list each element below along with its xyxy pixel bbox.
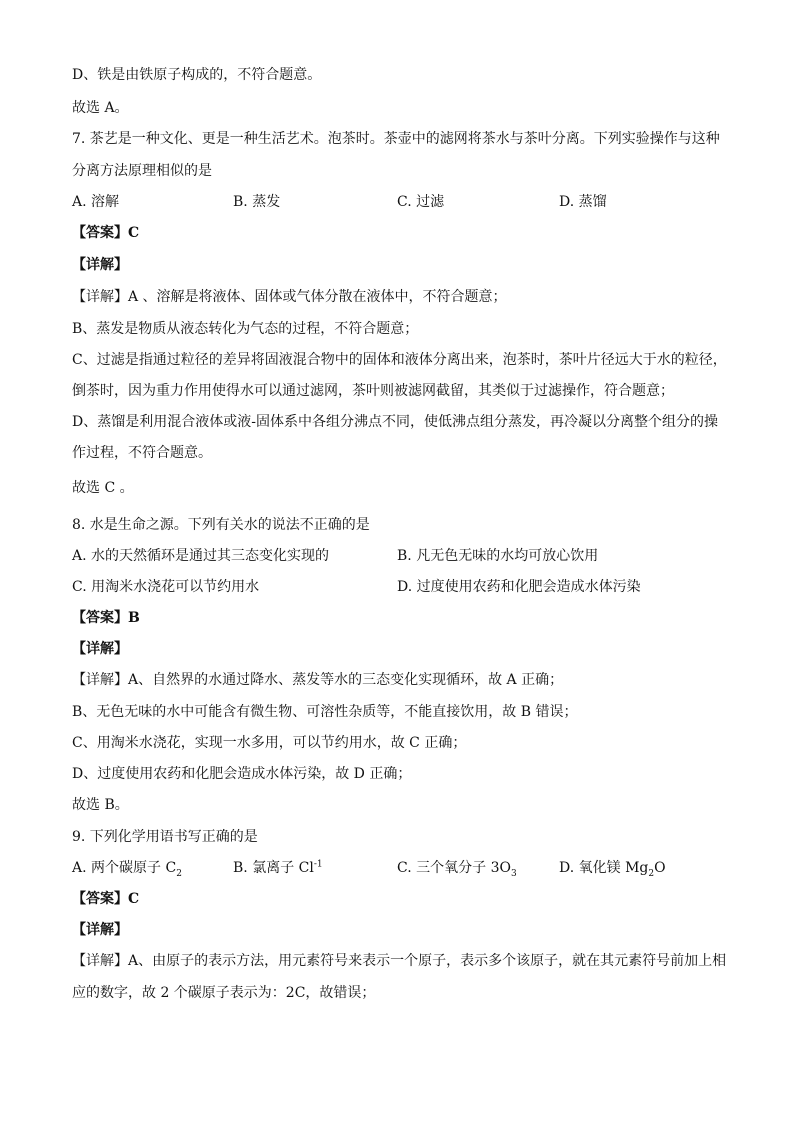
q9-option-d-subscript: 2 (648, 868, 655, 879)
q7-detail-c-cont: 倒茶时，因为重力作用使得水可以通过滤网，茶叶则被滤网截留，其类似于过滤操作，符合题意； (72, 383, 674, 399)
q8-detail-b: B、无色无味的水中可能含有微生物、可溶性杂质等，不能直接饮用，故 B 错误； (72, 704, 578, 720)
question-9-stem: 9. 下列化学用语书写正确的是 (72, 829, 258, 845)
q7-detail-heading: 【详解】 (72, 257, 128, 273)
question-7-stem: 7. 茶艺是一种文化、更是一种生活艺术。泡茶时。茶壶中的滤网将茶水与茶叶分离。下列实验操作与这种 (72, 131, 720, 147)
q7-option-a: A. 溶解 (72, 194, 120, 210)
q8-option-b: B. 凡无色无味的水均可放心饮用 (397, 548, 599, 564)
q9-option-d-text: D. 氧化镁 Mg (559, 860, 649, 876)
q9-option-b-text: B. 氯离子 Cl (233, 860, 314, 876)
q7-option-b: B. 蒸发 (233, 194, 281, 210)
answer-line: D、铁是由铁原子构成的，不符合题意。 (72, 67, 322, 83)
q9-option-a-text: A. 两个碳原子 C (72, 860, 177, 876)
q9-detail-heading: 【详解】 (72, 922, 128, 938)
q7-option-c: C. 过滤 (397, 194, 445, 210)
q8-choice: 故选 B。 (72, 797, 129, 813)
q9-detail-a: 【详解】A、由原子的表示方法，用元素符号来表示一个原子，表示多个该原子，就在其元素符号前加上相 (72, 953, 727, 969)
q8-detail-c: C、用淘米水浇花，实现一水多用，可以节约用水，故 C 正确； (72, 735, 467, 751)
q7-detail-d-cont: 作过程，不符合题意。 (72, 445, 212, 461)
q9-option-a (72, 859, 182, 877)
q9-option-c-text: C. 三个氧分子 3O (397, 860, 511, 876)
q8-detail-d: D、过度使用农药和化肥会造成水体污染，故 D 正确； (72, 766, 412, 782)
q7-detail-a: 【详解】A 、溶解是将液体、固体或气体分散在液体中，不符合题意； (72, 289, 507, 305)
question-8-stem: 8. 水是生命之源。下列有关水的说法不正确的是 (72, 517, 370, 533)
choice-line: 故选 A。 (72, 100, 129, 116)
q7-detail-c: C、过滤是指通过粒径的差异将固液混合物中的固体和液体分离出来，泡茶时，茶叶片径远大于水的粒径， (72, 352, 727, 368)
q9-option-b (233, 859, 323, 877)
q7-answer: 【答案】C (72, 225, 140, 241)
q9-option-a-subscript: 2 (176, 868, 182, 879)
q8-option-a: A. 水的天然循环是通过其三态变化实现的 (72, 548, 330, 564)
q7-detail-d: D、蒸馏是利用混合液体或液-固体系中各组分沸点不同，使低沸点组分蒸发，再冷凝以分离整个组分的操 (72, 414, 718, 430)
q9-option-c-subscript: 3 (510, 868, 517, 879)
q9-option-c (397, 859, 517, 877)
q7-choice: 故选 C 。 (72, 480, 134, 496)
q9-option-d (559, 859, 666, 877)
question-7-stem-cont: 分离方法原理相似的是 (72, 163, 212, 179)
q9-detail-a-cont: 应的数字，故 2 个碳原子表示为：2C，故错误； (72, 985, 376, 1001)
q9-answer: 【答案】C (72, 891, 140, 907)
q7-option-d: D. 蒸馏 (559, 194, 607, 210)
q8-answer: 【答案】B (72, 610, 140, 626)
q8-detail-a: 【详解】A、自然界的水通过降水、蒸发等水的三态变化实现循环，故 A 正确； (72, 672, 564, 688)
q9-option-d-tail: O (654, 860, 666, 876)
q8-option-d: D. 过度使用农药和化肥会造成水体污染 (397, 579, 641, 595)
q9-option-b-superscript: -1 (313, 859, 323, 870)
q7-detail-b: B、蒸发是物质从液态转化为气态的过程，不符合题意； (72, 321, 419, 337)
q8-option-c: C. 用淘米水浇花可以节约用水 (72, 579, 260, 595)
q8-detail-heading: 【详解】 (72, 641, 128, 657)
